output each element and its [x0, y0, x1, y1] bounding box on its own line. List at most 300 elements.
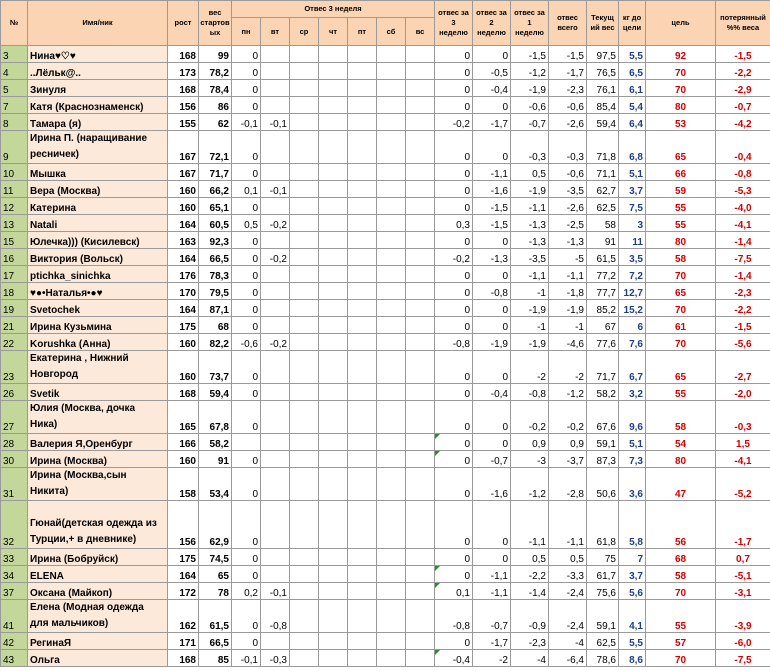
header-loss-week2: отвес за 2 неделю	[473, 1, 511, 46]
height-cell: 172	[168, 583, 199, 600]
lost-percent-cell: 0,7	[716, 549, 770, 566]
table-row	[1, 384, 770, 401]
day-mon-cell: 0	[232, 131, 261, 164]
loss-week3-cell: 0	[435, 317, 473, 334]
day-tue-cell	[261, 300, 290, 317]
day-mon-cell: 0	[232, 249, 261, 266]
current-weight-cell: 61,7	[587, 566, 619, 583]
table-row	[1, 232, 770, 249]
participant-name: Тамара (я)	[28, 114, 168, 131]
goal-cell: 65	[646, 351, 716, 384]
loss-week1-cell: 0,9	[511, 434, 549, 451]
start-weight-cell: 66,5	[199, 633, 232, 650]
start-weight-cell: 78,2	[199, 63, 232, 80]
day-thu-cell	[319, 198, 348, 215]
table-row	[1, 451, 770, 468]
day-sat-cell	[377, 566, 406, 583]
table-row	[1, 351, 770, 384]
table-row	[1, 583, 770, 600]
participant-name: Вера (Москва)	[28, 181, 168, 198]
row-number: 22	[1, 334, 28, 351]
participant-name: ptichka_sinichka	[28, 266, 168, 283]
loss-week1-cell: -1,9	[511, 181, 549, 198]
day-wed-cell	[290, 114, 319, 131]
row-number: 26	[1, 384, 28, 401]
kg-to-goal-cell: 4,1	[619, 600, 646, 633]
day-mon-cell: 0	[232, 232, 261, 249]
start-weight-cell: 92,3	[199, 232, 232, 249]
day-mon-cell: -0,1	[232, 114, 261, 131]
goal-cell: 80	[646, 232, 716, 249]
day-fri-cell	[348, 351, 377, 384]
day-wed-cell	[290, 63, 319, 80]
header-num: №	[1, 1, 28, 46]
loss-week1-cell: -2,2	[511, 566, 549, 583]
day-fri-cell	[348, 232, 377, 249]
goal-cell: 55	[646, 198, 716, 215]
height-cell: 160	[168, 181, 199, 198]
loss-total-cell: -2,6	[549, 114, 587, 131]
start-weight-cell: 65,1	[199, 198, 232, 215]
day-sun-cell	[406, 97, 435, 114]
day-sun-cell	[406, 401, 435, 434]
day-thu-cell	[319, 164, 348, 181]
row-number: 15	[1, 232, 28, 249]
day-sun-cell	[406, 566, 435, 583]
table-row	[1, 215, 770, 232]
table-row	[1, 114, 770, 131]
current-weight-cell: 91	[587, 232, 619, 249]
day-tue-cell	[261, 266, 290, 283]
goal-cell: 80	[646, 451, 716, 468]
goal-cell: 58	[646, 566, 716, 583]
loss-week1-cell: -1,9	[511, 334, 549, 351]
loss-week1-cell: -2,3	[511, 633, 549, 650]
loss-week3-cell: 0	[435, 451, 473, 468]
day-thu-cell	[319, 266, 348, 283]
header-goal: цель	[646, 1, 716, 46]
height-cell: 173	[168, 63, 199, 80]
day-thu-cell	[319, 633, 348, 650]
goal-cell: 92	[646, 46, 716, 63]
kg-to-goal-cell: 7	[619, 549, 646, 566]
kg-to-goal-cell: 12,7	[619, 283, 646, 300]
day-sat-cell	[377, 451, 406, 468]
loss-week2-cell: -1,6	[473, 468, 511, 501]
lost-percent-cell: -0,4	[716, 131, 770, 164]
goal-cell: 65	[646, 131, 716, 164]
loss-week3-cell: 0	[435, 549, 473, 566]
day-thu-cell	[319, 46, 348, 63]
loss-week1-cell: -0,7	[511, 114, 549, 131]
current-weight-cell: 75	[587, 549, 619, 566]
loss-week1-cell: -2	[511, 351, 549, 384]
kg-to-goal-cell: 3,7	[619, 181, 646, 198]
loss-week1-cell: -0,6	[511, 97, 549, 114]
day-wed-cell	[290, 283, 319, 300]
day-thu-cell	[319, 384, 348, 401]
loss-total-cell: -0,6	[549, 97, 587, 114]
day-tue-cell	[261, 451, 290, 468]
day-tue-cell	[261, 351, 290, 384]
row-number: 42	[1, 633, 28, 650]
participant-name: Юлечка))) (Кисилевск)	[28, 232, 168, 249]
start-weight-cell: 66,5	[199, 249, 232, 266]
table-row	[1, 549, 770, 566]
loss-week3-cell: 0	[435, 97, 473, 114]
lost-percent-cell: -7,5	[716, 249, 770, 266]
kg-to-goal-cell: 3,2	[619, 384, 646, 401]
start-weight-cell: 78,3	[199, 266, 232, 283]
loss-total-cell: -3,5	[549, 181, 587, 198]
loss-week3-cell: 0	[435, 131, 473, 164]
start-weight-cell: 62	[199, 114, 232, 131]
participant-name: Катя (Краснознаменск)	[28, 97, 168, 114]
loss-week3-cell: -0,4	[435, 650, 473, 667]
start-weight-cell: 71,7	[199, 164, 232, 181]
day-tue-cell	[261, 63, 290, 80]
height-cell: 167	[168, 131, 199, 164]
day-fri-cell	[348, 283, 377, 300]
loss-week1-cell: -1	[511, 283, 549, 300]
day-fri-cell	[348, 650, 377, 667]
day-sat-cell	[377, 232, 406, 249]
day-sat-cell	[377, 317, 406, 334]
day-sun-cell	[406, 633, 435, 650]
current-weight-cell: 61,5	[587, 249, 619, 266]
start-weight-cell: 67,8	[199, 401, 232, 434]
loss-week1-cell: -1,5	[511, 46, 549, 63]
row-number: 30	[1, 451, 28, 468]
table-row	[1, 283, 770, 300]
kg-to-goal-cell: 5,1	[619, 434, 646, 451]
day-fri-cell	[348, 334, 377, 351]
lost-percent-cell: -2,3	[716, 283, 770, 300]
loss-total-cell: -3,7	[549, 451, 587, 468]
participant-name: Гюнай(детская одежда из Турции,+ в дневнике)	[28, 501, 168, 549]
kg-to-goal-cell: 5,5	[619, 46, 646, 63]
day-sat-cell	[377, 80, 406, 97]
loss-week3-cell: 0	[435, 633, 473, 650]
table-row	[1, 434, 770, 451]
table-row	[1, 317, 770, 334]
loss-week2-cell: -1,9	[473, 334, 511, 351]
day-sat-cell	[377, 63, 406, 80]
table-header	[1, 1, 770, 46]
loss-total-cell: -1,7	[549, 63, 587, 80]
day-mon-cell: 0,2	[232, 583, 261, 600]
height-cell: 168	[168, 80, 199, 97]
lost-percent-cell: -5,3	[716, 181, 770, 198]
current-weight-cell: 67	[587, 317, 619, 334]
lost-percent-cell: -4,0	[716, 198, 770, 215]
day-wed-cell	[290, 249, 319, 266]
day-fri-cell	[348, 600, 377, 633]
start-weight-cell: 62,9	[199, 501, 232, 549]
row-number: 7	[1, 97, 28, 114]
kg-to-goal-cell: 5,8	[619, 501, 646, 549]
day-tue-cell	[261, 468, 290, 501]
lost-percent-cell: -1,7	[716, 501, 770, 549]
day-mon-cell: 0	[232, 97, 261, 114]
loss-week2-cell: -0,7	[473, 451, 511, 468]
start-weight-cell: 65	[199, 566, 232, 583]
day-thu-cell	[319, 451, 348, 468]
day-fri-cell	[348, 131, 377, 164]
day-sun-cell	[406, 181, 435, 198]
header-start-weight: вес стартов ых	[199, 1, 232, 46]
day-tue-cell	[261, 46, 290, 63]
participant-name: Svetochek	[28, 300, 168, 317]
loss-week3-cell: -0,2	[435, 114, 473, 131]
goal-cell: 58	[646, 249, 716, 266]
kg-to-goal-cell: 3	[619, 215, 646, 232]
height-cell: 160	[168, 198, 199, 215]
loss-week2-cell: 0	[473, 300, 511, 317]
day-fri-cell	[348, 384, 377, 401]
lost-percent-cell: -2,7	[716, 351, 770, 384]
day-wed-cell	[290, 46, 319, 63]
day-thu-cell	[319, 215, 348, 232]
participant-name: Виктория (Вольск)	[28, 249, 168, 266]
day-sat-cell	[377, 46, 406, 63]
day-thu-cell	[319, 351, 348, 384]
day-fri-cell	[348, 215, 377, 232]
header-day-sun: вс	[406, 18, 435, 46]
height-cell: 156	[168, 97, 199, 114]
lost-percent-cell: -3,9	[716, 600, 770, 633]
day-thu-cell	[319, 232, 348, 249]
start-weight-cell: 66,2	[199, 181, 232, 198]
loss-total-cell: -0,3	[549, 131, 587, 164]
day-sun-cell	[406, 549, 435, 566]
header-week3: Отвес 3 неделя	[232, 1, 435, 18]
kg-to-goal-cell: 3,5	[619, 249, 646, 266]
goal-cell: 57	[646, 633, 716, 650]
lost-percent-cell: -1,5	[716, 317, 770, 334]
current-weight-cell: 97,5	[587, 46, 619, 63]
height-cell: 167	[168, 164, 199, 181]
loss-week2-cell: 0	[473, 401, 511, 434]
day-thu-cell	[319, 566, 348, 583]
day-fri-cell	[348, 583, 377, 600]
day-sat-cell	[377, 633, 406, 650]
loss-week2-cell: 0	[473, 97, 511, 114]
day-sun-cell	[406, 232, 435, 249]
row-number: 34	[1, 566, 28, 583]
day-sun-cell	[406, 114, 435, 131]
loss-week2-cell: 0	[473, 434, 511, 451]
loss-week1-cell: -1,2	[511, 468, 549, 501]
kg-to-goal-cell: 7,3	[619, 451, 646, 468]
lost-percent-cell: -6,0	[716, 633, 770, 650]
table-row	[1, 164, 770, 181]
day-sun-cell	[406, 215, 435, 232]
kg-to-goal-cell: 3,6	[619, 468, 646, 501]
header-height: рост	[168, 1, 199, 46]
table-row	[1, 97, 770, 114]
current-weight-cell: 87,3	[587, 451, 619, 468]
day-wed-cell	[290, 181, 319, 198]
row-number: 41	[1, 600, 28, 633]
loss-week2-cell: -1,1	[473, 164, 511, 181]
height-cell: 164	[168, 249, 199, 266]
loss-week2-cell: 0	[473, 351, 511, 384]
row-number: 5	[1, 80, 28, 97]
day-fri-cell	[348, 300, 377, 317]
loss-week3-cell: 0	[435, 46, 473, 63]
day-sat-cell	[377, 114, 406, 131]
day-mon-cell: 0	[232, 80, 261, 97]
loss-week3-cell: 0	[435, 198, 473, 215]
day-sun-cell	[406, 80, 435, 97]
row-number: 4	[1, 63, 28, 80]
start-weight-cell: 82,2	[199, 334, 232, 351]
day-fri-cell	[348, 181, 377, 198]
loss-week3-cell: 0	[435, 232, 473, 249]
height-cell: 175	[168, 549, 199, 566]
day-sun-cell	[406, 164, 435, 181]
day-tue-cell: -0,8	[261, 600, 290, 633]
day-sat-cell	[377, 434, 406, 451]
day-fri-cell	[348, 501, 377, 549]
height-cell: 171	[168, 633, 199, 650]
loss-week1-cell: -4	[511, 650, 549, 667]
day-sun-cell	[406, 600, 435, 633]
participant-name: Юлия (Москва, дочка Ника)	[28, 401, 168, 434]
day-tue-cell	[261, 317, 290, 334]
day-thu-cell	[319, 549, 348, 566]
goal-cell: 70	[646, 266, 716, 283]
day-tue-cell	[261, 232, 290, 249]
day-wed-cell	[290, 334, 319, 351]
day-wed-cell	[290, 583, 319, 600]
start-weight-cell: 72,1	[199, 131, 232, 164]
row-number: 12	[1, 198, 28, 215]
start-weight-cell: 58,2	[199, 434, 232, 451]
day-mon-cell: -0,6	[232, 334, 261, 351]
loss-week3-cell: 0	[435, 300, 473, 317]
height-cell: 170	[168, 283, 199, 300]
goal-cell: 70	[646, 80, 716, 97]
loss-total-cell: -1,9	[549, 300, 587, 317]
kg-to-goal-cell: 5,6	[619, 583, 646, 600]
day-tue-cell	[261, 401, 290, 434]
goal-cell: 54	[646, 434, 716, 451]
day-wed-cell	[290, 501, 319, 549]
day-mon-cell: 0	[232, 351, 261, 384]
day-fri-cell	[348, 63, 377, 80]
current-weight-cell: 85,4	[587, 97, 619, 114]
start-weight-cell: 74,5	[199, 549, 232, 566]
loss-total-cell: -2,5	[549, 215, 587, 232]
header-day-sat: сб	[377, 18, 406, 46]
current-weight-cell: 67,6	[587, 401, 619, 434]
current-weight-cell: 71,8	[587, 131, 619, 164]
participant-name: Korushka (Анна)	[28, 334, 168, 351]
header-day-wed: ср	[290, 18, 319, 46]
day-sat-cell	[377, 300, 406, 317]
kg-to-goal-cell: 6,1	[619, 80, 646, 97]
goal-cell: 55	[646, 215, 716, 232]
kg-to-goal-cell: 6,8	[619, 131, 646, 164]
loss-week1-cell: -1,2	[511, 63, 549, 80]
row-number: 17	[1, 266, 28, 283]
day-sat-cell	[377, 198, 406, 215]
participant-name: Елена (Модная одежда для мальчиков)	[28, 600, 168, 633]
kg-to-goal-cell: 7,6	[619, 334, 646, 351]
goal-cell: 66	[646, 164, 716, 181]
loss-total-cell: -0,6	[549, 164, 587, 181]
day-sat-cell	[377, 164, 406, 181]
day-mon-cell: 0	[232, 549, 261, 566]
kg-to-goal-cell: 15,2	[619, 300, 646, 317]
participant-name: Ирина (Москва,сын Никита)	[28, 468, 168, 501]
loss-week2-cell: -1,1	[473, 566, 511, 583]
kg-to-goal-cell: 7,2	[619, 266, 646, 283]
day-mon-cell: 0	[232, 401, 261, 434]
participant-name: Svetik	[28, 384, 168, 401]
lost-percent-cell: -2,9	[716, 80, 770, 97]
current-weight-cell: 77,2	[587, 266, 619, 283]
table-row	[1, 249, 770, 266]
table-row	[1, 300, 770, 317]
day-fri-cell	[348, 566, 377, 583]
start-weight-cell: 73,7	[199, 351, 232, 384]
day-tue-cell: -0,1	[261, 181, 290, 198]
day-sun-cell	[406, 198, 435, 215]
start-weight-cell: 60,5	[199, 215, 232, 232]
lost-percent-cell: -4,1	[716, 451, 770, 468]
lost-percent-cell: -0,7	[716, 97, 770, 114]
day-mon-cell: 0	[232, 283, 261, 300]
day-sun-cell	[406, 63, 435, 80]
start-weight-cell: 99	[199, 46, 232, 63]
table-row	[1, 266, 770, 283]
loss-week2-cell: -0,8	[473, 283, 511, 300]
table-row	[1, 650, 770, 667]
day-thu-cell	[319, 181, 348, 198]
loss-week3-cell: 0,3	[435, 215, 473, 232]
loss-total-cell: -4	[549, 633, 587, 650]
day-sat-cell	[377, 97, 406, 114]
day-wed-cell	[290, 97, 319, 114]
day-thu-cell	[319, 114, 348, 131]
loss-week2-cell: -1,5	[473, 215, 511, 232]
day-fri-cell	[348, 249, 377, 266]
day-sun-cell	[406, 650, 435, 667]
day-sun-cell	[406, 46, 435, 63]
day-thu-cell	[319, 501, 348, 549]
day-thu-cell	[319, 468, 348, 501]
lost-percent-cell: -2,2	[716, 63, 770, 80]
row-number: 8	[1, 114, 28, 131]
day-fri-cell	[348, 80, 377, 97]
day-fri-cell	[348, 549, 377, 566]
goal-cell: 70	[646, 650, 716, 667]
loss-week3-cell: 0,1	[435, 583, 473, 600]
day-sat-cell	[377, 266, 406, 283]
day-sun-cell	[406, 434, 435, 451]
day-sun-cell	[406, 334, 435, 351]
goal-cell: 70	[646, 300, 716, 317]
loss-total-cell: -2,3	[549, 80, 587, 97]
loss-week1-cell: -1	[511, 317, 549, 334]
lost-percent-cell: -5,2	[716, 468, 770, 501]
goal-cell: 53	[646, 114, 716, 131]
loss-week1-cell: 0,5	[511, 549, 549, 566]
loss-total-cell: -1,3	[549, 232, 587, 249]
